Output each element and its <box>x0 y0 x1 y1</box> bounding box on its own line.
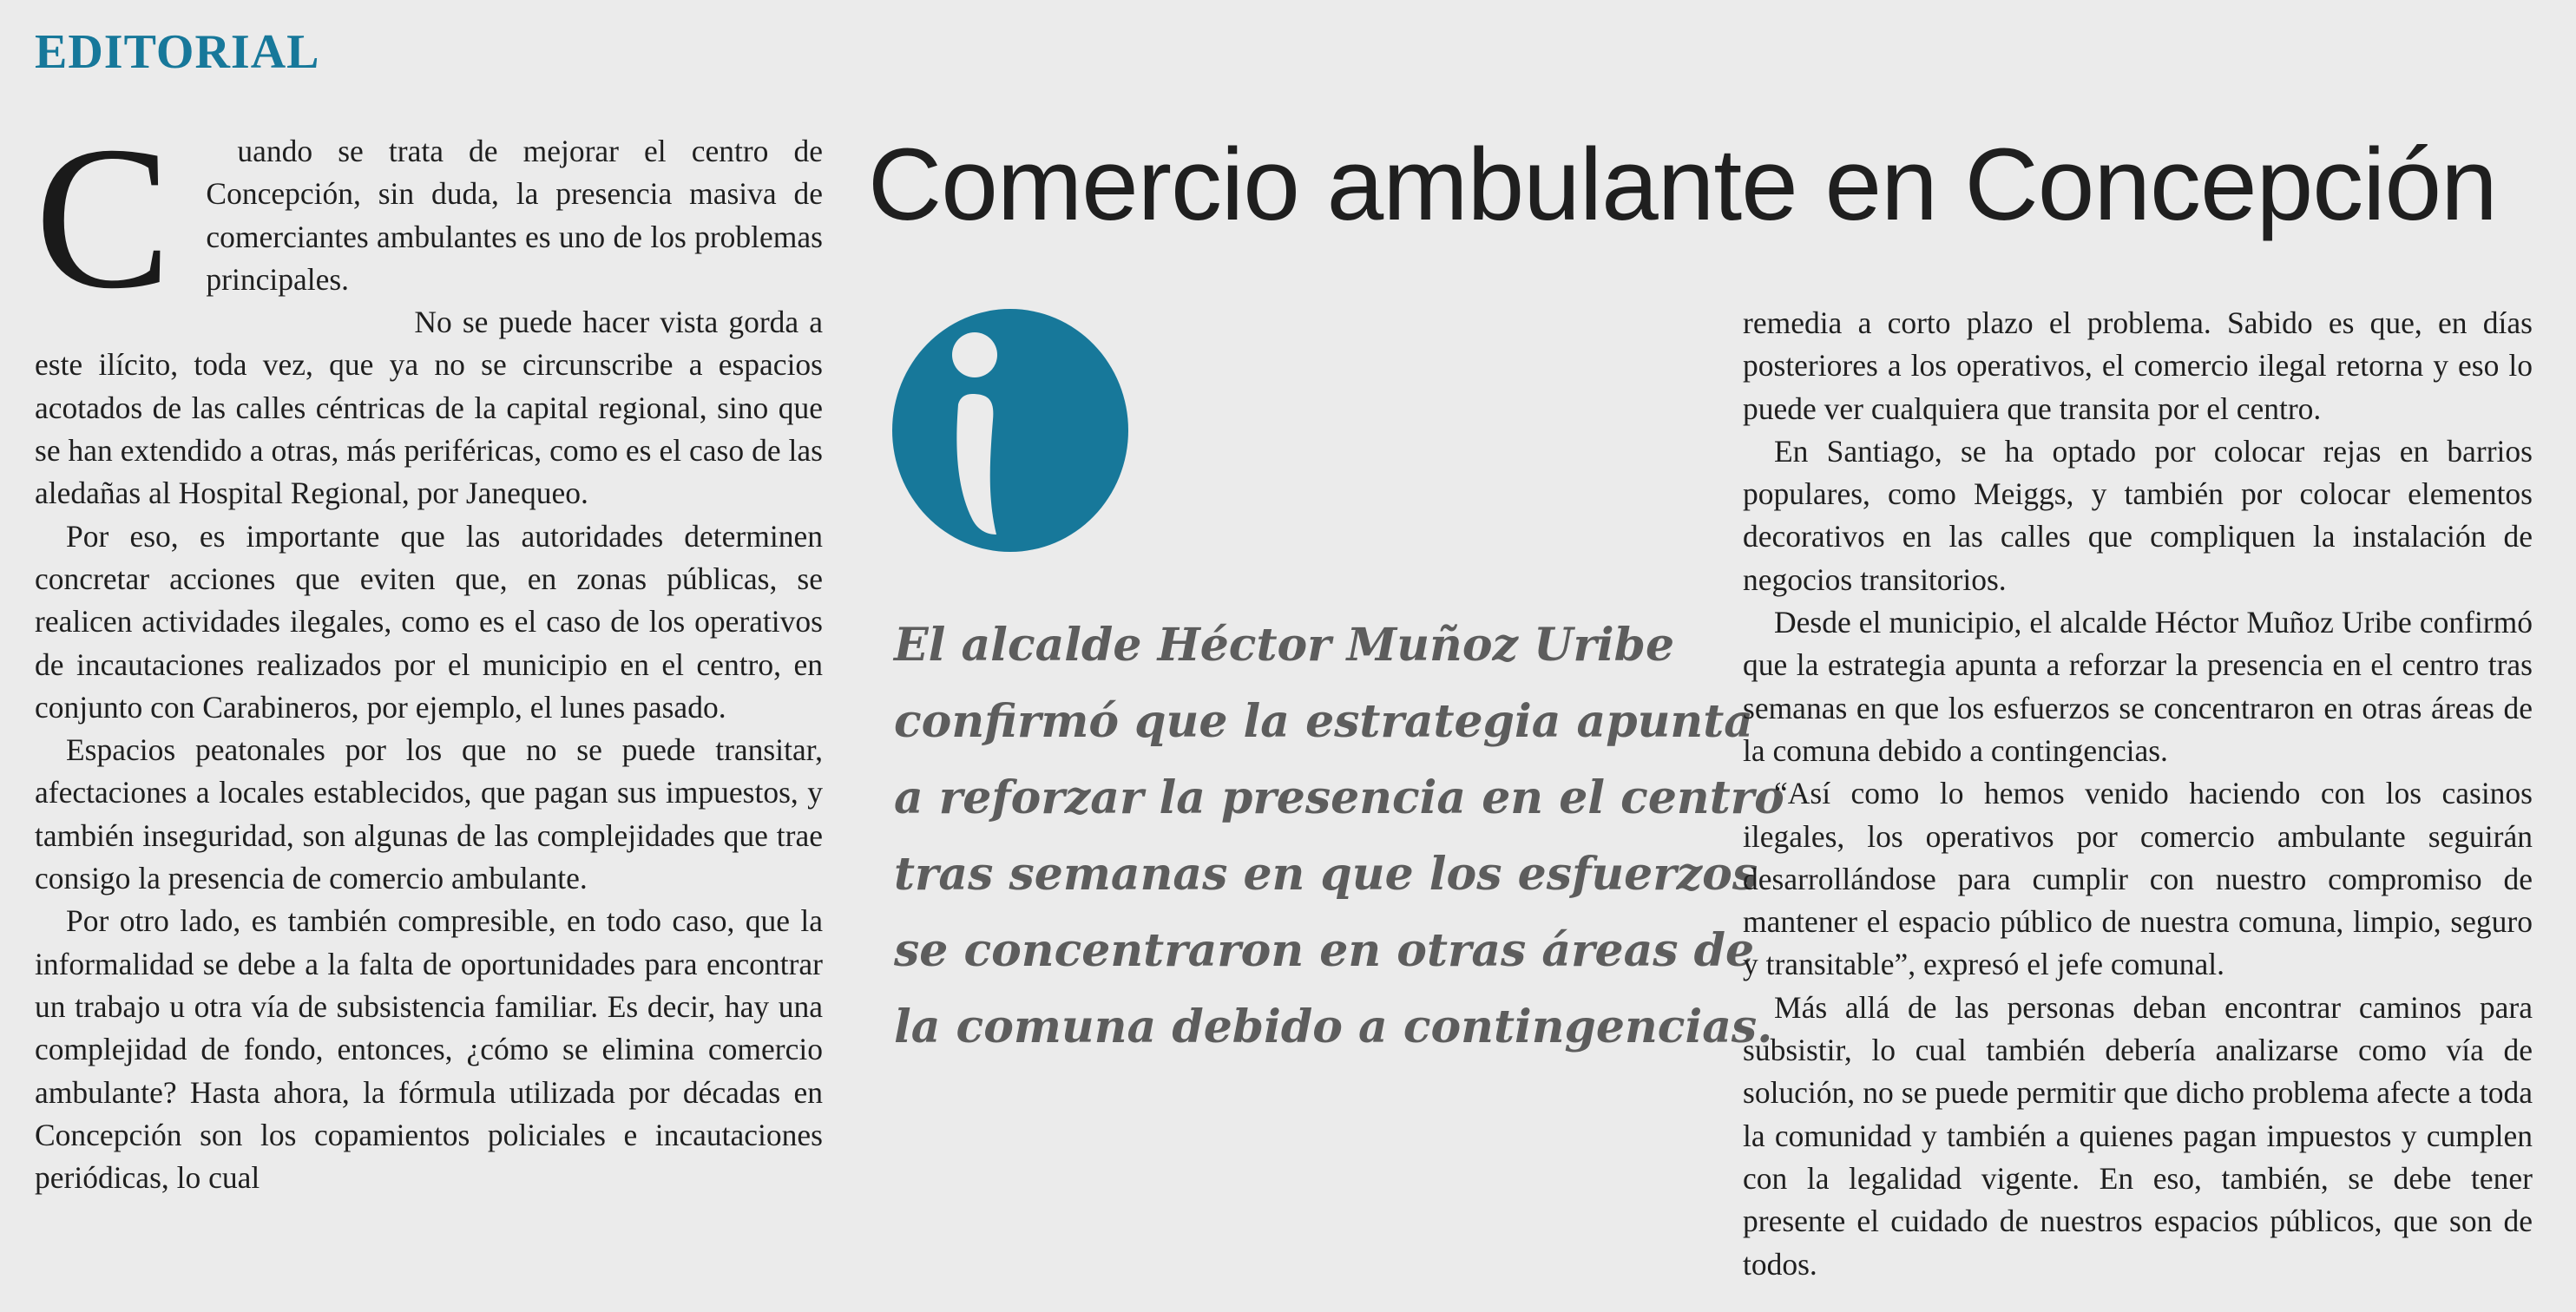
paragraph: remedia a corto plazo el problema. Sabido es que, en días posteriores a los operativos, el comercio ilegal retorna y eso lo puede ver cualquiera que transita por el centro. <box>1743 305 2533 426</box>
pull-quote-line: la comuna debido a contingencias. <box>894 1000 1773 1053</box>
right-column <box>1743 302 2533 1286</box>
paragraph: Desde el municipio, el alcalde Héctor Muñoz Uribe confirmó que la estrategia apunta a reforzar la presencia en el centro tras semanas en que los esfuerzos se concentraron en otras áreas de la comuna debido a contingencias. <box>1743 605 2533 768</box>
info-icon <box>892 307 1128 554</box>
headline: Comercio ambulante en Concepción <box>868 128 2497 242</box>
left-column <box>35 105 823 1199</box>
pull-quote <box>894 607 1784 1066</box>
paragraph: Por eso, es importante que las autoridades determinen concretar acciones que eviten que, en zonas públicas, se realicen actividades ilegales, como es el caso de los operativos de incautaciones realizados por el municipio en el centro, en conjunto con Carabineros, por ejemplo, el lunes pasado. <box>35 518 823 725</box>
pull-quote-line: tras semanas en que los esfuerzos <box>894 848 1758 901</box>
pull-quote-line: se concentraron en otras áreas de <box>894 924 1755 977</box>
paragraph: Por otro lado, es también compresible, en todo caso, que la informalidad se debe a la falta de oportunidades para encontrar un trabajo u otra vía de subsistencia familiar. Es decir, hay una complejidad de fondo, entonces, ¿cómo se elimina comercio ambulante? Hasta ahora, la fórmula utilizada por décadas en Concepción son los copamientos policiales e incautaciones periódicas, lo cual <box>35 903 823 1196</box>
pull-quote-line: El alcalde Héctor Muñoz Uribe <box>894 619 1675 672</box>
pull-quote-line: a reforzar la presencia en el centro <box>894 771 1784 824</box>
paragraph: Espacios peatonales por los que no se puede transitar, afectaciones a locales establecidos, que pagan sus impuestos, y también inseguridad, son algunas de las complejidades que trae consigo la presencia de comercio ambulante. <box>35 732 823 896</box>
paragraph: En Santiago, se ha optado por colocar rejas en barrios populares, como Meiggs, y también por colocar elementos decorativos en las calles que compliquen la instalación de negocios transitorios. <box>1743 433 2533 597</box>
pull-quote-line: confirmó que la estrategia apunta <box>894 695 1753 748</box>
section-label: EDITORIAL <box>35 25 320 79</box>
paragraph: uando se trata de mejorar el centro de Concepción, sin duda, la presencia masiva de comerciantes ambulantes es uno de los problemas principales. <box>206 134 823 297</box>
drop-cap: C <box>35 105 172 331</box>
paragraph: “Así como lo hemos venido haciendo con los casinos ilegales, los operativos por comercio ambulante seguirán desarrollándose para cumplir con nuestro compromiso de mantener el espacio público de nuestra comuna, limpio, seguro y transitable”, expresó el jefe comunal. <box>1743 776 2533 982</box>
paragraph: Más allá de las personas deban encontrar caminos para subsistir, lo cual también debería analizarse como vía de solución, no se puede permitir que dicho problema afecte a toda la comunidad y también a quienes pagan impuestos y cumplen con la legalidad vigente. En eso, también, se debe tener presente el cuidado de nuestros espacios públicos, que son de todos. <box>1743 989 2533 1282</box>
paragraph: No se puede hacer vista gorda a este ilícito, toda vez, que ya no se circunscribe a espacios acotados de las calles céntricas de la capital regional, sino que se han extendido a otras, más periféricas, como es el caso de las aledañas al Hospital Regional, por Janequeo. <box>35 305 823 511</box>
